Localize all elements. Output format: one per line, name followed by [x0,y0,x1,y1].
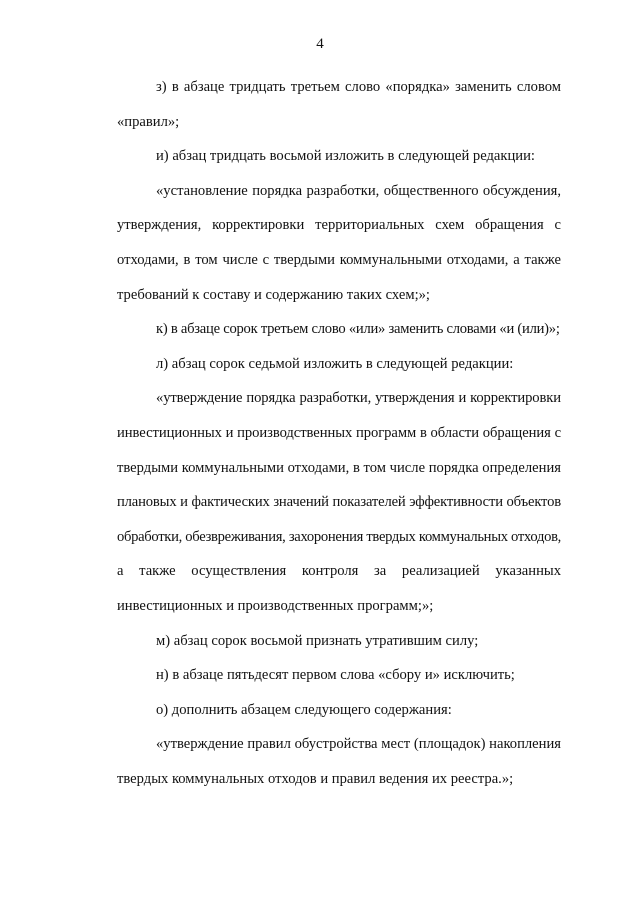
paragraph-i [78,139,561,174]
paragraph-l-quote [78,381,561,623]
text-line: «утверждение правил обустройства мест (площадок) накопления [156,736,561,753]
document-body [78,70,561,796]
paragraph-o [78,693,561,728]
paragraph-i-quote [78,174,561,312]
text-line: инвестиционных и производственных программ в области обращения с [117,424,561,441]
text-line: плановых и фактических значений показателей эффективности объектов [117,494,561,511]
text-line: з) в абзаце тридцать третьем слово «порядка» заменить словом [156,79,561,95]
paragraph-o-quote [78,727,561,796]
text-line: «установление порядка разработки, общественного обсуждения, [156,182,561,199]
paragraph-l [78,347,561,382]
text-line: отходами, в том числе с твердыми коммунальными отходами, а также [117,251,561,268]
text-line: м) абзац сорок восьмой признать утратившим силу; [156,632,479,649]
page-number: 4 [316,36,324,52]
paragraph-k [78,312,561,347]
text-line: инвестиционных и производственных программ;»; [117,597,434,614]
text-line: к) в абзаце сорок третьем слово «или» заменить словами «и (или)»; [156,321,560,338]
text-line: твердыми коммунальными отходами, в том числе порядка определения [117,459,561,476]
text-line: обработки, обезвреживания, захоронения твердых коммунальных отходов, [117,528,562,545]
text-line: и) абзац тридцать восьмой изложить в следующей редакции: [156,148,535,165]
text-line: «правил»; [117,113,180,130]
text-line: а также осуществления контроля за реализацией указанных [117,563,561,580]
paragraph-z [78,70,561,139]
text-line: н) в абзаце пятьдесят первом слова «сбору и» исключить; [156,667,515,684]
text-line: л) абзац сорок седьмой изложить в следующей редакции: [156,355,514,372]
text-line: о) дополнить абзацем следующего содержания: [156,701,452,718]
text-line: утверждения, корректировки территориальных схем обращения с [117,217,561,234]
text-line: требований к составу и содержанию таких схем;»; [117,286,430,303]
text-line: «утверждение порядка разработки, утверждения и корректировки [156,390,561,407]
text-line: твердых коммунальных отходов и правил ведения их реестра.»; [117,770,514,787]
paragraph-m [78,624,561,659]
paragraph-n [78,658,561,693]
